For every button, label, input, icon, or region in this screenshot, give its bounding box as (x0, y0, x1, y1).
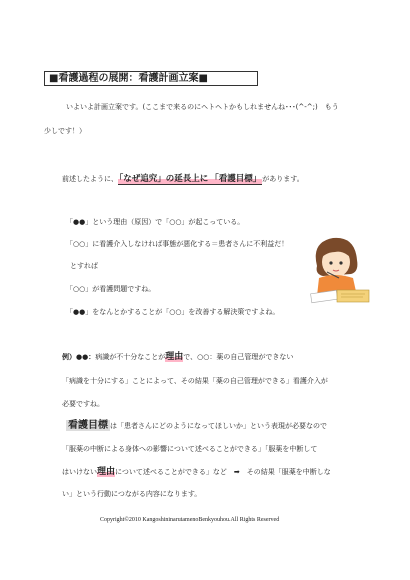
example-reason-word: 理由 (165, 352, 184, 362)
example-line-1 (62, 352, 293, 363)
goal-line-3a: はいけない (62, 468, 97, 476)
copyright-footer: Copyright©2010 KangoshininarutamenoBenkyouhou.All Rights Reserved (100, 517, 280, 523)
cause-line-1: 「●●」という理由（原因）で「○○」が起こっている。 (66, 218, 245, 226)
section-title: ■看護過程の展開：看護計画立案■ (44, 71, 258, 86)
cause-line-5: 「●●」をなんとかすることが「○○」を改善する解決策ですよね。 (66, 308, 280, 316)
lead-suffix: があります。 (262, 175, 304, 183)
example-line-2: 「病識を十分にする」ことによって、その結果「薬の自己管理ができる」看護介入が (62, 377, 328, 385)
example-label: 例）●●： (62, 353, 96, 361)
intro-line-1: いよいよ計画立案です。(ここまで来るのにヘトヘトかもしれませんね･･･(^-^;) もう (66, 103, 339, 111)
goal-keyword: 看護目標 (68, 420, 108, 431)
example-circles: ○○ (197, 353, 210, 361)
goal-line-2: 「服薬の中断による身体への影響について述べることができる」「服薬を中断して (62, 445, 318, 453)
highlight-naze-tsuikyu: 「なぜ追究」の延長上に (119, 174, 209, 184)
cause-line-3: とすれば (70, 262, 98, 270)
intro-line-2: 少しです！） (44, 127, 86, 135)
goal-reason-word: 理由 (97, 467, 116, 477)
example-line-3: 必要ですね。 (62, 400, 104, 408)
goal-line-3b: について述べることができる」など ➡ その結果「服薬を中断しな (115, 468, 331, 476)
cause-line-2: 「○○」に看護介入しなければ事態が悪化する＝患者さんに不利益だ！ (66, 240, 289, 248)
goal-line-1 (66, 420, 327, 432)
highlight-kango-mokuhyo: 「看護目標」 (210, 174, 262, 184)
example-part-2: で、 (183, 353, 198, 361)
lead-paragraph (62, 174, 304, 185)
lead-prefix: 前述したように、 (62, 175, 118, 183)
goal-line-1-rest: は「患者さんにどのようになってほしいか」という表現が必要なので (110, 422, 327, 430)
example-part-1: 病識が不十分なことが (95, 353, 166, 361)
goal-line-4: い」という行動につながる内容になります。 (62, 490, 202, 498)
goal-line-3 (62, 467, 331, 478)
cause-line-4: 「○○」が看護問題ですね。 (66, 285, 156, 293)
studying-girl-illustration (305, 232, 375, 304)
example-part-3: ：薬の自己管理ができない (209, 353, 294, 361)
